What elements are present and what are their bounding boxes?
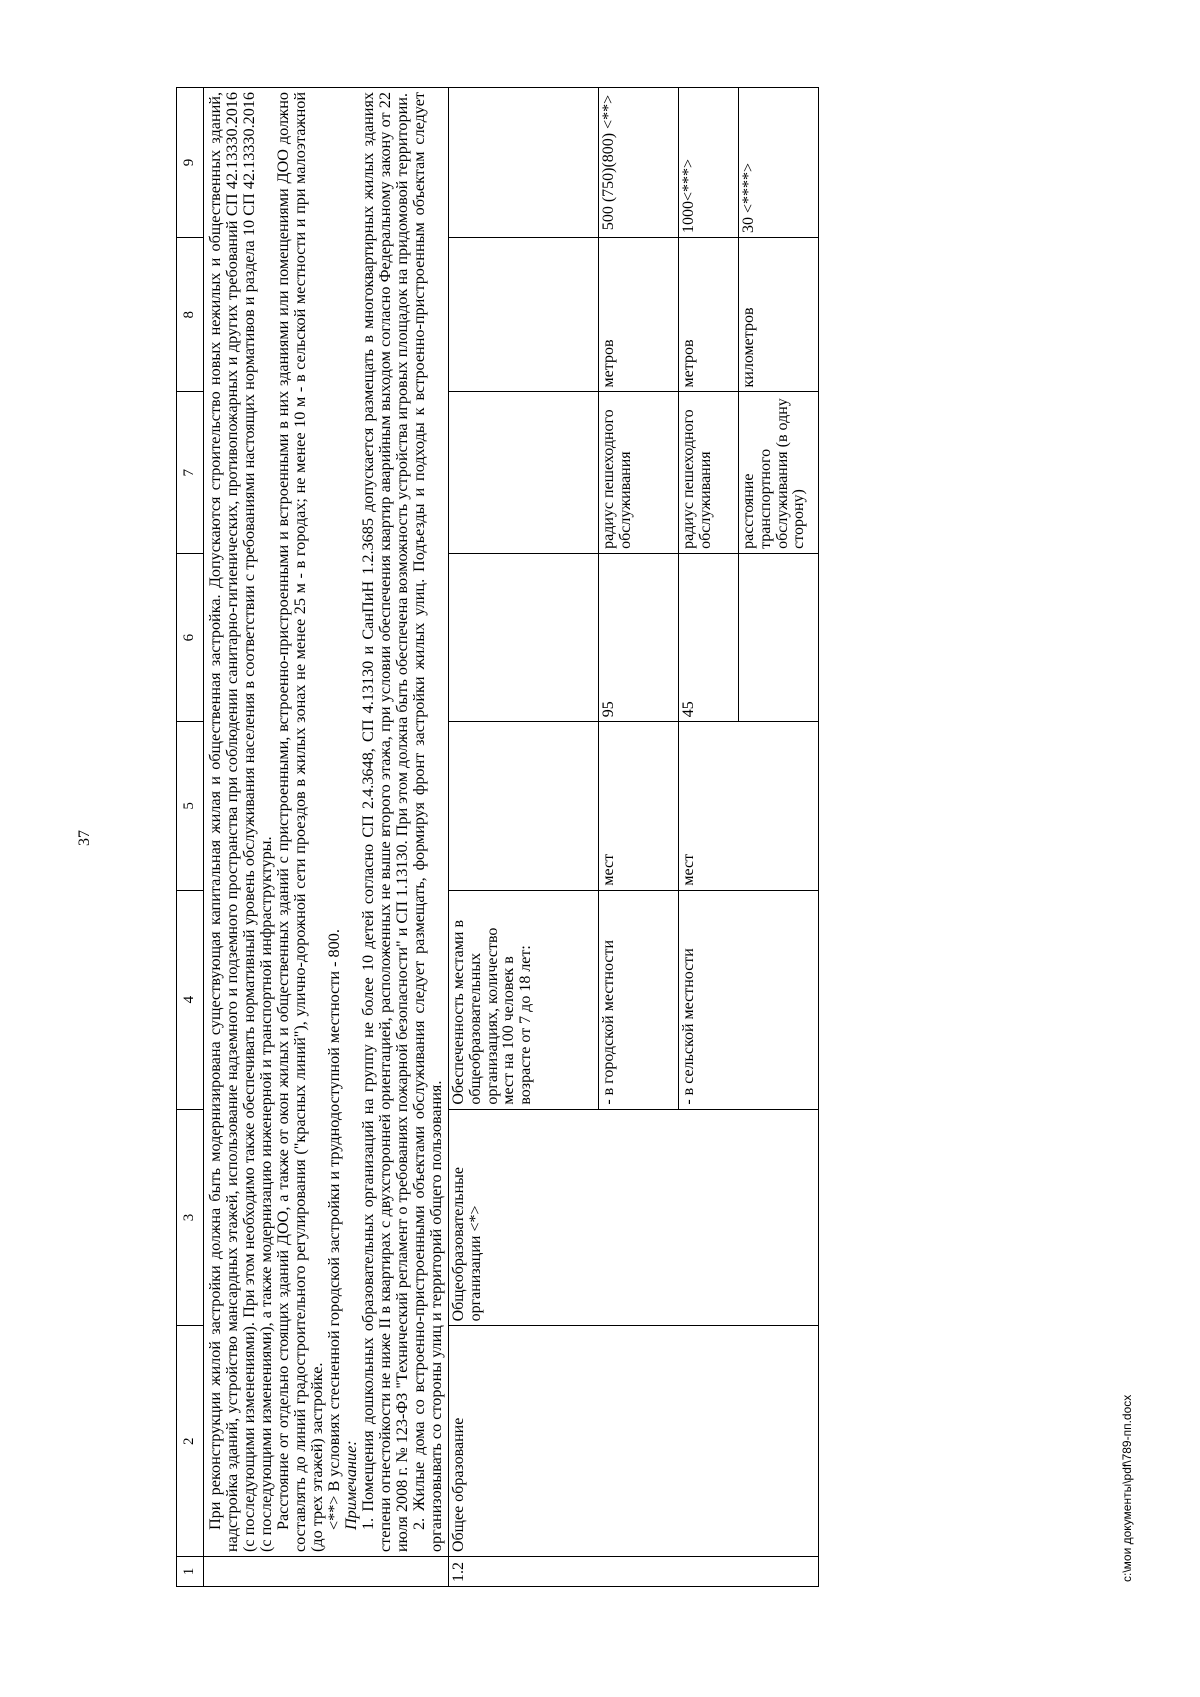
urban-param-unit: метров	[599, 237, 679, 392]
rural-param-value: 1000<***>	[679, 88, 739, 238]
col-header-7: 7	[177, 392, 204, 553]
rural-param-unit: метров	[679, 237, 739, 392]
category-cell: Общее образование	[449, 1326, 819, 1557]
col-header-5: 5	[177, 722, 204, 890]
urban-unit: мест	[599, 722, 679, 890]
note-paragraph-distance: Расстояние от отдельно стоящих зданий ДОО, а также от окон жилых и общественных зданий с пристроенными, встроенно-пристроенными и встроенными в них зданиями или помещениями ДОО должно составлять до линий градостроительного регулирования ("красных линий"), улично-дорожной сети проездов в жилых зонах не менее 25 м - в городах; не менее 10 м - в сельской местности и при малоэтажной (до трех этажей) застройке.	[274, 92, 326, 1553]
transport-param: расстояние транспортного обслуживания (в одну сторону)	[739, 392, 819, 553]
urban-value: 95	[599, 553, 679, 721]
note-paragraph-footnote: <**> В условиях стесненной городской застройки и труднодоступной местности - 800.	[325, 929, 343, 1531]
urban-label: - в городской местности	[599, 890, 679, 1109]
col-header-3: 3	[177, 1109, 204, 1326]
col-header-2: 2	[177, 1326, 204, 1557]
note-cell	[204, 88, 449, 1557]
note-title: Примечание:	[342, 1440, 360, 1531]
page-number: 37	[76, 830, 93, 846]
rural-param: радиус пешеходного обслуживания	[679, 392, 739, 553]
transport-param-unit: километров	[739, 237, 819, 392]
rotated-page-content	[176, 87, 1036, 1587]
rural-value: 45	[679, 553, 739, 721]
file-path-footer: c:\мои документы\pdf\789-пп.docx	[1120, 1394, 1134, 1582]
standards-table	[176, 87, 819, 1587]
note-item-2: 2. Жилые дома со встроенно-пристроенными объектами обслуживания следует размещать, формируя фронт застройки жилых улиц. Подъезды и подходы к встроенно-пристроенным объектам следует организовывать со стороны улиц и территорий общего пользования.	[410, 92, 445, 1553]
transport-param-value: 30 <****>	[739, 88, 819, 238]
col-header-4: 4	[177, 890, 204, 1109]
note-item-1: 1. Помещения дошкольных образовательных организаций на группу не более 10 детей согласно СП 2.4.3648, СП 4.13130 и СанПиН 1.2.3685 допускается размещать в многоквартирных жилых зданиях степени огнестойкости не ниже II в квартирах с двухсторонней ориентацией, расположенных не выше второго этажа, при условии обеспечения квартир аварийным выходом согласно Федеральному закону от 22 июля 2008 г. № 123-ФЗ "Технический регламент о требованиях пожарной безопасности" и СП 1.13130. При этом должна быть обеспечена возможность устройства игровых площадок на придомовой территории.	[359, 92, 411, 1553]
urban-param: радиус пешеходного обслуживания	[599, 392, 679, 553]
urban-param-value: 500 (750)(800) <**>	[599, 88, 679, 238]
table-header-row	[177, 88, 204, 1587]
rural-label: - в сельской местности	[679, 890, 819, 1109]
note-row-num-cell	[204, 1557, 449, 1587]
note-row	[204, 88, 449, 1587]
object-cell: Общеобразовательные организации <*>	[449, 1109, 819, 1326]
col-header-6: 6	[177, 553, 204, 721]
indicator-cell: Обеспеченность местами в общеобразовательных организациях, количество мест на 100 человек в возрасте от 7 до 18 лет:	[449, 890, 599, 1109]
table-row-1-2-a	[449, 88, 599, 1587]
col-header-8: 8	[177, 237, 204, 392]
note-paragraph-reconstruction: При реконструкции жилой застройки должна быть модернизирована существующая капитальная жилая и общественная застройка. Допускаются строительство новых нежилых и общественных зданий, надстройка зданий, устройство мансардных этажей, использование надземного и подземного пространства при соблюдении санитарно-гигиенических, противопожарных и других требований СП 42.13330.2016 (с последующими изменениями). При этом необходимо также обеспечивать нормативный уровень обслуживания населения в соответствии с требованиями настоящих нормативов и раздела 10 СП 42.13330.2016 (с последующими изменениями), а также модернизацию инженерной и транспортной инфраструктуры.	[206, 92, 275, 1553]
col-header-9: 9	[177, 88, 204, 238]
rural-unit: мест	[679, 722, 819, 890]
col-header-1: 1	[177, 1557, 204, 1587]
row-number: 1.2	[449, 1557, 819, 1587]
